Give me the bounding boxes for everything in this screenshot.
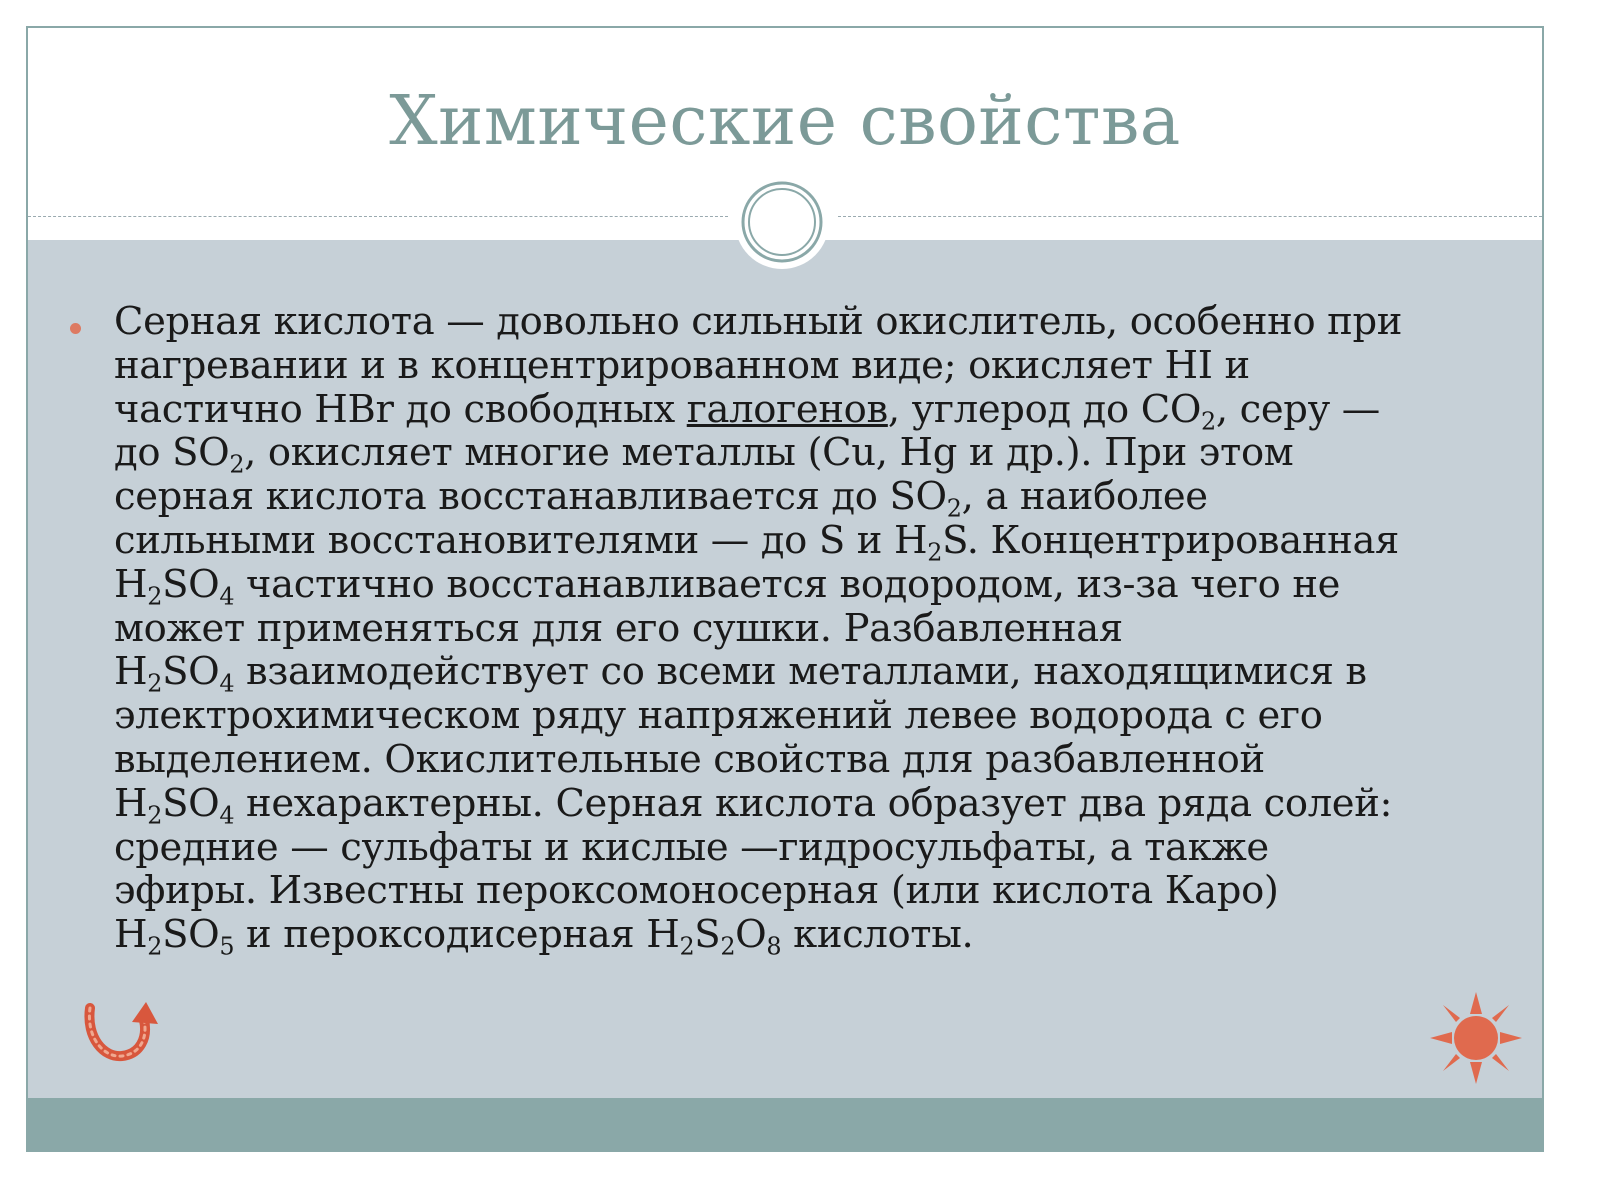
text-line: эфиры. Известны пероксомоносерная (или кислота Каро) [114, 868, 1279, 914]
text-segment: кислоты. [781, 912, 974, 958]
text-segment: , серу — [1215, 386, 1380, 432]
sun-icon[interactable] [1430, 992, 1522, 1084]
subscript: 2 [147, 801, 163, 830]
text-segment: , а наиболее [961, 474, 1208, 520]
text-segment: S [694, 912, 721, 958]
slide-title: Химические свойства [389, 82, 1181, 161]
text-line [114, 517, 1504, 567]
text-segment: взаимодействует со всеми металлами, находящимися в [234, 649, 1367, 695]
subscript: 4 [219, 582, 235, 611]
text-segment: сильными восстановителями — до S и H [114, 517, 928, 563]
text-line: может применяться для его сушки. Разбавленная [114, 605, 1123, 651]
text-line [114, 386, 1504, 436]
text-line: Серная кислота — довольно сильный окислитель, особенно при [114, 299, 1403, 344]
text-segment: H [114, 780, 148, 826]
text-segment: , углерод до CO [887, 386, 1202, 432]
text-segment: , окисляет многие металлы (Cu, Hg и др.). При этом [244, 430, 1294, 476]
text-line: нагревании и в концентрированном виде; окисляет HI и [114, 342, 1250, 388]
divider-line-left [28, 216, 728, 217]
subscript: 5 [219, 932, 235, 961]
text-segment: до SO [114, 430, 230, 476]
text-segment: SO [162, 912, 220, 958]
subscript: 2 [927, 538, 943, 567]
text-segment: нехарактерны. Серная кислота образует два ряда солей: [234, 780, 1393, 826]
hyperlink-halogens[interactable]: галогенов [686, 386, 888, 432]
subscript: 2 [147, 670, 163, 698]
footer-band [28, 1098, 1542, 1150]
u-turn-arrow-icon[interactable] [82, 998, 164, 1062]
subscript: 2 [1201, 407, 1216, 436]
text-segment: S. Концентрированная [942, 517, 1399, 563]
text-segment: частично HBr до свободных [114, 386, 687, 432]
subscript: 2 [679, 932, 695, 961]
slide-body-text [114, 299, 1504, 961]
text-segment: SO [162, 780, 220, 826]
text-segment: H [114, 912, 148, 958]
text-line [114, 780, 1504, 830]
text-segment: частично восстанавливается водородом, из-за чего не [234, 561, 1341, 607]
subscript: 4 [219, 801, 235, 830]
text-segment: SO [162, 649, 220, 695]
text-line [114, 649, 1504, 698]
text-segment: O [735, 912, 767, 958]
divider-line-right [838, 216, 1542, 217]
text-line: средние — сульфаты и кислые —гидросульфаты, а также [114, 824, 1269, 870]
text-segment: H [114, 561, 148, 607]
text-segment: серная кислота восстанавливается до SO [114, 474, 947, 520]
subscript: 2 [946, 494, 962, 523]
text-segment: и пероксодисерная H [234, 912, 680, 958]
subscript: 2 [229, 451, 245, 480]
text-segment: SO [162, 561, 220, 607]
subscript: 2 [147, 582, 163, 611]
subscript: 2 [147, 932, 163, 961]
subscript: 4 [219, 670, 235, 698]
text-line: электрохимическом ряду напряжений левее водорода с его [114, 693, 1323, 739]
bullet-marker [70, 323, 81, 334]
subscript: 2 [720, 932, 736, 961]
subscript: 8 [766, 932, 782, 961]
ring-ornament-icon [734, 174, 830, 270]
text-line: выделением. Окислительные свойства для разбавленной [114, 736, 1265, 782]
slide [26, 26, 1544, 1152]
text-line [114, 474, 1504, 523]
text-line [114, 561, 1504, 611]
text-line [114, 430, 1504, 480]
text-line [114, 912, 1504, 961]
text-segment: H [114, 649, 148, 695]
